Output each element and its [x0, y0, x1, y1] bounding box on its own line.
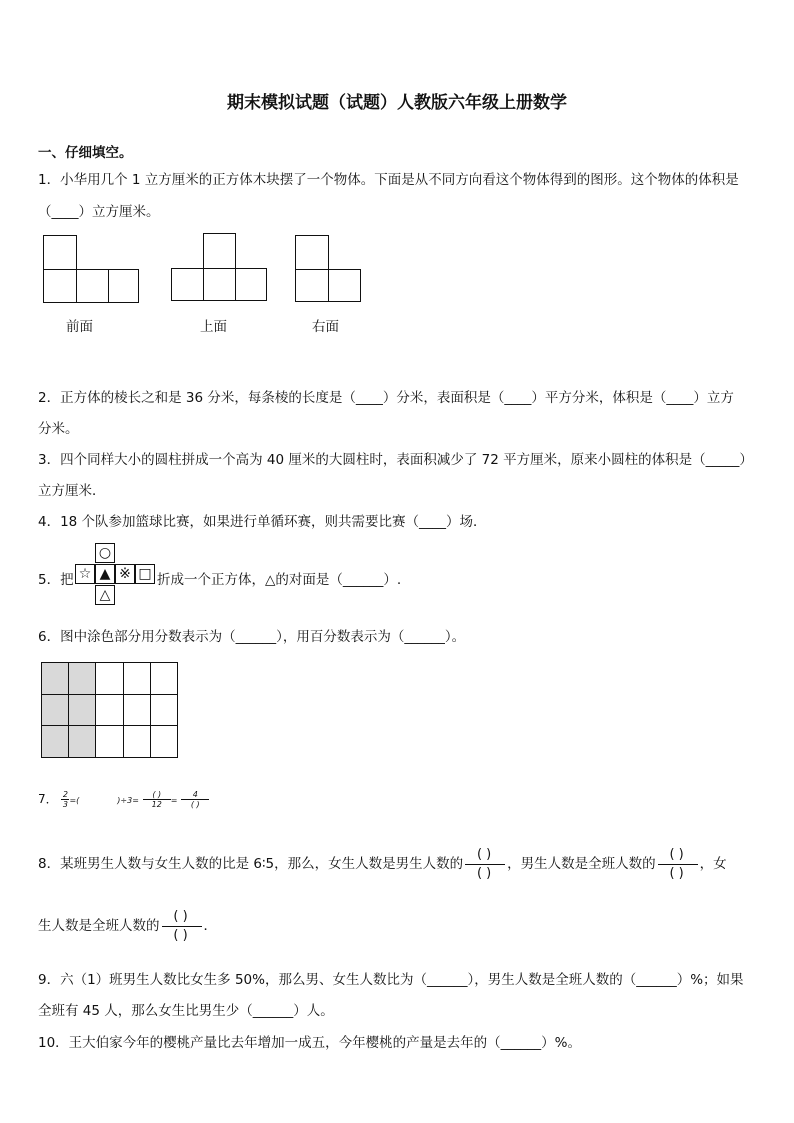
question-5-suffix: 折成一个正方体，△的对面是（______）. — [157, 572, 402, 588]
fraction-four-over-blank: $\frac{4}{( )}$ — [181, 790, 209, 809]
blank-fraction-1: $\frac{( )}{( )}$ — [465, 846, 505, 883]
net-square-icon: □ — [135, 564, 155, 584]
blank-fraction-2: $\frac{( )}{( )}$ — [658, 846, 698, 883]
shaded-cell — [68, 725, 96, 758]
grid-cell — [123, 694, 151, 727]
net-reference-mark-icon: ※ — [115, 564, 135, 584]
question-2-line1: 2．正方体的棱长之和是 36 分米，每条棱的长度是（____）分米，表面积是（____）平方分米，体积是（____）立方 — [38, 390, 734, 406]
question-3-line2: 立方厘米． — [38, 483, 106, 499]
question-7-label: 7． — [38, 792, 58, 806]
question-5-prefix: 5．把 — [38, 572, 74, 588]
question-9-line1: 9．六（1）班男生人数比女生多 50%，那么男、女生人数比为（______），男生人数是全班人数的（______）%；如果 — [38, 972, 744, 988]
net-filled-triangle-icon: ▲ — [95, 564, 115, 584]
grid-cell — [95, 694, 123, 727]
blank-fraction-3: $\frac{( )}{( )}$ — [162, 908, 202, 945]
question-7: 7． $\frac{2}{3}$ =( )÷3= $\frac{( )}{12}$ = $\frac{4}{( )}$ — [38, 790, 209, 809]
question-6: 6．图中涂色部分用分数表示为（______），用百分数表示为（______）。 — [38, 629, 466, 645]
shaded-cell — [41, 694, 69, 727]
net-star-icon: ☆ — [75, 564, 95, 584]
question-9-line2: 全班有 45 人，那么女生比男生少（______）人。 — [38, 1003, 334, 1019]
grid-cell — [150, 694, 178, 727]
question-8-line1: 8．某班男生人数与女生人数的比是 6∶5，那么，女生人数是男生人数的 $\frac{( )}{( )}$ ，男生人数是全班人数的 $\frac{( )}{( )}$ ，女 — [38, 846, 727, 881]
grid-cell — [123, 725, 151, 758]
shaded-cell — [41, 725, 69, 758]
question-1-line2: （____）立方厘米。 — [38, 204, 160, 220]
net-circle-icon: ○ — [95, 543, 115, 563]
question-2-line2: 分米。 — [38, 421, 79, 437]
net-triangle-icon: △ — [95, 585, 115, 605]
fraction-over-twelve: $\frac{( )}{12}$ — [143, 790, 171, 809]
front-view-label: 前面 — [66, 319, 93, 335]
top-view-label: 上面 — [200, 319, 227, 335]
shaded-cell — [41, 662, 69, 695]
fraction-two-thirds: $\frac{2}{3}$ — [62, 790, 69, 809]
grid-cell — [123, 662, 151, 695]
shaded-cell — [68, 662, 96, 695]
question-1-line1: 1．小华用几个 1 立方厘米的正方体木块摆了一个物体。下面是从不同方向看这个物体得到的图形。这个物体的体积是 — [38, 172, 739, 188]
question-4: 4．18 个队参加篮球比赛，如果进行单循环赛，则共需要比赛（____）场． — [38, 514, 487, 530]
shaded-cell — [68, 694, 96, 727]
question-3-line1: 3．四个同样大小的圆柱拼成一个高为 40 厘米的大圆柱时，表面积减少了 72 平方厘米，原来小圆柱的体积是（_____） — [38, 452, 753, 468]
question-10: 10．王大伯家今年的樱桃产量比去年增加一成五，今年樱桃的产量是去年的（______）%。 — [38, 1035, 582, 1051]
question-8-line2: 生人数是全班人数的 $\frac{( )}{( )}$ ． — [38, 908, 217, 943]
section-heading: 一、仔细填空。 — [38, 145, 133, 161]
page-title: 期末模拟试题（试题）人教版六年级上册数学 — [227, 93, 567, 113]
grid-cell — [95, 662, 123, 695]
grid-cell — [95, 725, 123, 758]
grid-cell — [150, 725, 178, 758]
right-view-label: 右面 — [312, 319, 339, 335]
grid-cell — [150, 662, 178, 695]
